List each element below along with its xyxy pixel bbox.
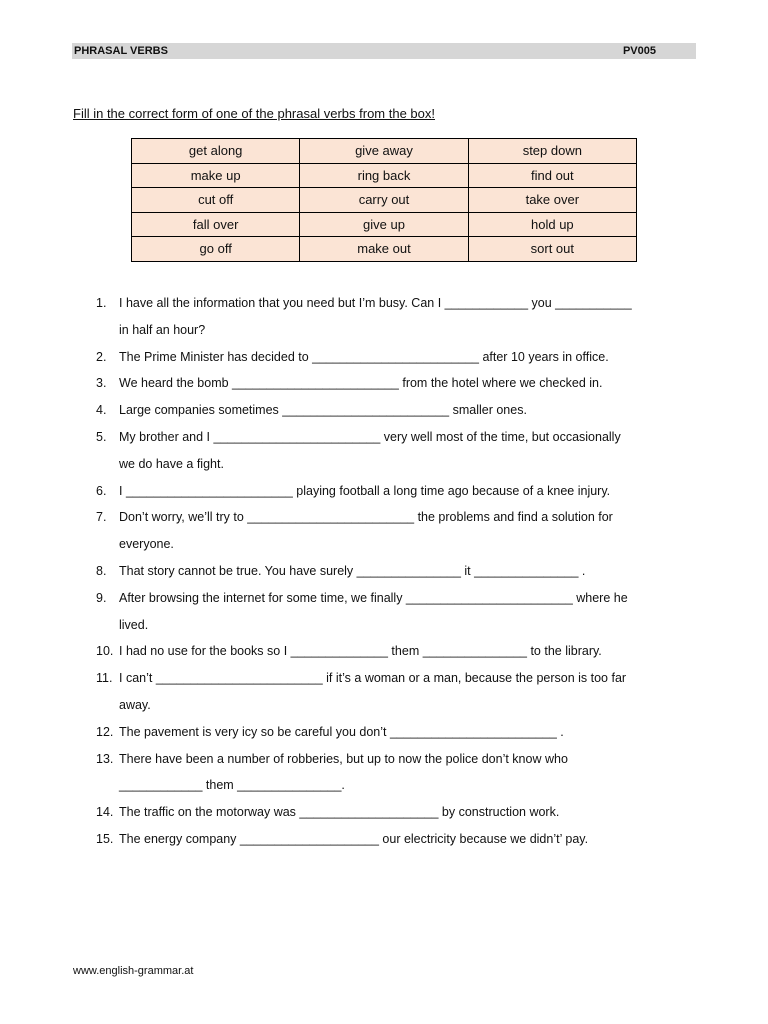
exercise-text-line: everyone. [119, 537, 174, 552]
exercise-number: 2. [96, 349, 107, 364]
page-header [72, 43, 696, 59]
exercise-number: 15. [96, 831, 114, 846]
footer-url: www.english-grammar.at [73, 965, 194, 977]
verb-box-cell: fall over [132, 212, 300, 237]
verb-box-cell: get along [132, 139, 300, 164]
verb-box-cell: ring back [300, 163, 468, 188]
exercise-text-line: Large companies sometimes ________________________ smaller ones. [119, 403, 527, 418]
verb-box-cell: hold up [468, 212, 636, 237]
exercise-text-line: The pavement is very icy so be careful you don’t ________________________ . [119, 724, 564, 739]
exercise-number: 5. [96, 429, 107, 444]
exercise-text-line: The traffic on the motorway was ____________________ by construction work. [119, 805, 560, 820]
exercise-item [0, 478, 768, 505]
exercise-item [0, 719, 768, 746]
verb-box-cell: make up [132, 163, 300, 188]
exercise-text-line: away. [119, 697, 151, 712]
exercise-item [0, 504, 768, 558]
header-code: PV005 [622, 45, 656, 57]
verb-box-cell: find out [468, 163, 636, 188]
exercise-item [0, 665, 768, 719]
exercise-text-line: That story cannot be true. You have surely _______________ it _______________ . [119, 563, 586, 578]
exercise-item [0, 746, 768, 800]
exercise-number: 14. [96, 805, 114, 820]
exercise-number: 7. [96, 510, 107, 525]
exercise-item [0, 397, 768, 424]
exercise-number: 3. [96, 376, 107, 391]
exercise-text-line: I can’t ________________________ if it’s a woman or a man, because the person is too far [119, 671, 627, 686]
verb-box-cell: carry out [300, 188, 468, 213]
verb-box-row [132, 237, 637, 262]
exercise-number: 12. [96, 724, 114, 739]
exercise-item [0, 585, 768, 639]
exercise-text-line: lived. [119, 617, 149, 632]
exercise-list [0, 290, 768, 853]
exercise-number: 9. [96, 590, 107, 605]
exercise-text-line: I had no use for the books so I ______________ them _______________ to the library. [119, 644, 602, 659]
exercise-text-line: in half an hour? [119, 322, 206, 337]
exercise-number: 11. [96, 671, 113, 686]
exercise-text-line: We heard the bomb ________________________ from the hotel where we checked in. [119, 376, 603, 391]
exercise-text-line: I have all the information that you need but I’m busy. Can I ____________ you ___________ [119, 296, 632, 310]
verb-box-cell: make out [300, 237, 468, 262]
exercise-text-line: Don’t worry, we’ll try to ________________________ the problems and find a solution for [119, 510, 613, 525]
instruction-text: Fill in the correct form of one of the phrasal verbs from the box! [73, 106, 435, 121]
exercise-number: 1. [96, 296, 107, 310]
exercise-item [0, 558, 768, 585]
exercise-item [0, 424, 768, 478]
phrasal-verb-box [131, 138, 637, 262]
verb-box-cell: cut off [132, 188, 300, 213]
verb-box-row [132, 139, 637, 164]
exercise-number: 8. [96, 563, 107, 578]
header-title: PHRASAL VERBS [74, 45, 168, 57]
verb-box-row [132, 212, 637, 237]
exercise-item [0, 826, 768, 853]
verb-box-row [132, 163, 637, 188]
exercise-number: 4. [96, 403, 107, 418]
exercise-text-line: The energy company ____________________ our electricity because we didn’t’ pay. [119, 831, 589, 846]
exercise-number: 10. [96, 644, 114, 659]
exercise-number: 13. [96, 751, 114, 766]
verb-box-cell: step down [468, 139, 636, 164]
exercise-text-line: The Prime Minister has decided to ________________________ after 10 years in office. [119, 349, 609, 364]
exercise-text-line: There have been a number of robberies, but up to now the police don’t know who [119, 751, 568, 766]
exercise-text-line: we do have a fight. [119, 456, 224, 471]
verb-box-cell: give up [300, 212, 468, 237]
exercise-number: 6. [96, 483, 107, 498]
exercise-text-line: My brother and I ________________________ very well most of the time, but occasionally [119, 429, 621, 444]
exercise-item [0, 799, 768, 826]
exercise-text-line: I ________________________ playing football a long time ago because of a knee injury. [119, 483, 611, 498]
exercise-item [0, 290, 768, 344]
verb-box-row [132, 188, 637, 213]
verb-box-cell: take over [468, 188, 636, 213]
verb-box-cell: give away [300, 139, 468, 164]
exercise-item [0, 344, 768, 371]
exercise-text-line: ____________ them _______________. [119, 778, 345, 793]
exercise-item [0, 638, 768, 665]
verb-box-cell: sort out [468, 237, 636, 262]
verb-box-cell: go off [132, 237, 300, 262]
exercise-item [0, 370, 768, 397]
exercise-text-line: After browsing the internet for some time, we finally ________________________ where he [119, 590, 628, 605]
